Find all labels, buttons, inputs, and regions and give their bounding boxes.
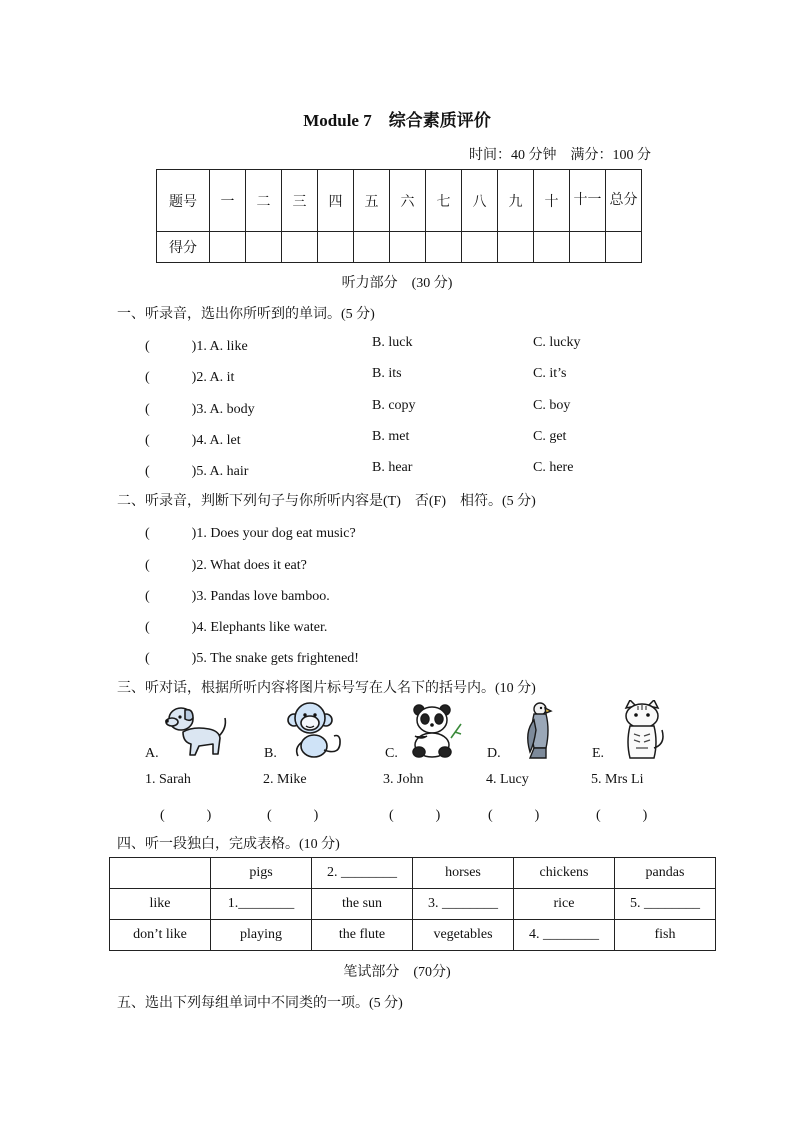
table-cell: fish [615,920,716,951]
table-row-label: like [110,889,211,920]
score-col: 一 [210,170,246,232]
s1-q1[interactable]: ( )1. A. like [145,339,248,354]
score-cell[interactable] [318,232,354,263]
s1-q4-b: B. met [372,429,410,444]
s1-q2-c: C. it’s [533,366,567,381]
section1-title: 一、听录音，选出你所听到的单词。(5 分) [117,307,375,322]
score-row-label: 得分 [157,232,210,263]
score-cell[interactable] [570,232,606,263]
table-cell-blank[interactable]: 2. ________ [312,858,413,889]
table-cell: the flute [312,920,413,951]
picture-letter-b: B. [264,746,277,761]
table-cell-blank[interactable]: 5. ________ [615,889,716,920]
table-cell-blank[interactable]: 1.________ [211,889,312,920]
score-header-label: 题号 [157,170,210,232]
score-cell[interactable] [210,232,246,263]
listening-header: 听力部分 (30 分) [341,276,453,291]
eagle-icon [522,700,556,762]
picture-letter-c: C. [385,746,398,761]
s1-q3-c: C. boy [533,398,571,413]
table-cell: pigs [211,858,312,889]
score-cell[interactable] [606,232,642,263]
table-cell [110,858,211,889]
s2-q2[interactable]: ( )2. What does it eat? [145,558,307,573]
table-cell-blank[interactable]: 3. ________ [413,889,514,920]
s1-q5-b: B. hear [372,460,413,475]
answer-bracket-2[interactable]: ( ) [267,808,319,823]
name-4: 4. Lucy [486,772,529,787]
score-col: 十 [534,170,570,232]
score-cell[interactable] [462,232,498,263]
page-title: Module 7 综合素质评价 [303,111,491,130]
score-cell[interactable] [534,232,570,263]
score-table [156,169,642,263]
name-2: 2. Mike [263,772,307,787]
table-row-label: don’t like [110,920,211,951]
table-cell-blank[interactable]: 4. ________ [514,920,615,951]
score-col: 六 [390,170,426,232]
monologue-table [109,857,716,951]
answer-bracket-5[interactable]: ( ) [596,808,648,823]
s2-q4[interactable]: ( )4. Elephants like water. [145,620,328,635]
table-cell: pandas [615,858,716,889]
panda-icon [405,702,463,760]
table-cell: playing [211,920,312,951]
score-col: 三 [282,170,318,232]
cat-icon [618,700,666,762]
table-cell: horses [413,858,514,889]
section4-title: 四、听一段独白，完成表格。(10 分) [117,837,340,852]
s2-q5[interactable]: ( )5. The snake gets frightened! [145,651,359,666]
score-col: 七 [426,170,462,232]
s2-q3[interactable]: ( )3. Pandas love bamboo. [145,589,330,604]
picture-letter-d: D. [487,746,501,761]
s1-q4-c: C. get [533,429,567,444]
name-5: 5. Mrs Li [591,772,644,787]
name-1: 1. Sarah [145,772,191,787]
score-col: 总分 [606,170,642,232]
score-cell[interactable] [354,232,390,263]
answer-bracket-1[interactable]: ( ) [160,808,212,823]
s1-q5-c: C. here [533,460,574,475]
answer-bracket-3[interactable]: ( ) [389,808,441,823]
section2-title: 二、听录音，判断下列句子与你所听内容是(T) 否(F) 相符。(5 分) [117,494,536,509]
s1-q1-b: B. luck [372,335,413,350]
table-cell: chickens [514,858,615,889]
s1-q1-c: C. lucky [533,335,581,350]
score-col: 二 [246,170,282,232]
s1-q2[interactable]: ( )2. A. it [145,370,235,385]
picture-letter-e: E. [592,746,605,761]
score-col: 五 [354,170,390,232]
score-col: 四 [318,170,354,232]
section5-title: 五、选出下列每组单词中不同类的一项。(5 分) [117,996,403,1011]
name-3: 3. John [383,772,424,787]
section3-title: 三、听对话，根据所听内容将图片标号写在人名下的括号内。(10 分) [117,681,536,696]
s1-q3[interactable]: ( )3. A. body [145,402,255,417]
score-cell[interactable] [426,232,462,263]
table-cell: vegetables [413,920,514,951]
monkey-icon [286,700,346,762]
table-cell: rice [514,889,615,920]
table-cell: the sun [312,889,413,920]
time-info: 时间：40 分钟 满分：100 分 [469,148,651,163]
picture-letter-a: A. [145,746,159,761]
s1-q2-b: B. its [372,366,402,381]
score-cell[interactable] [282,232,318,263]
s1-q5[interactable]: ( )5. A. hair [145,464,249,479]
score-cell[interactable] [246,232,282,263]
score-col: 十一 [570,170,606,232]
score-cell[interactable] [390,232,426,263]
s1-q4[interactable]: ( )4. A. let [145,433,241,448]
score-cell[interactable] [498,232,534,263]
score-col: 八 [462,170,498,232]
score-col: 九 [498,170,534,232]
s1-q3-b: B. copy [372,398,416,413]
dog-icon [163,702,231,760]
writing-header: 笔试部分 (70分) [343,965,451,980]
answer-bracket-4[interactable]: ( ) [488,808,540,823]
s2-q1[interactable]: ( )1. Does your dog eat music? [145,526,356,541]
